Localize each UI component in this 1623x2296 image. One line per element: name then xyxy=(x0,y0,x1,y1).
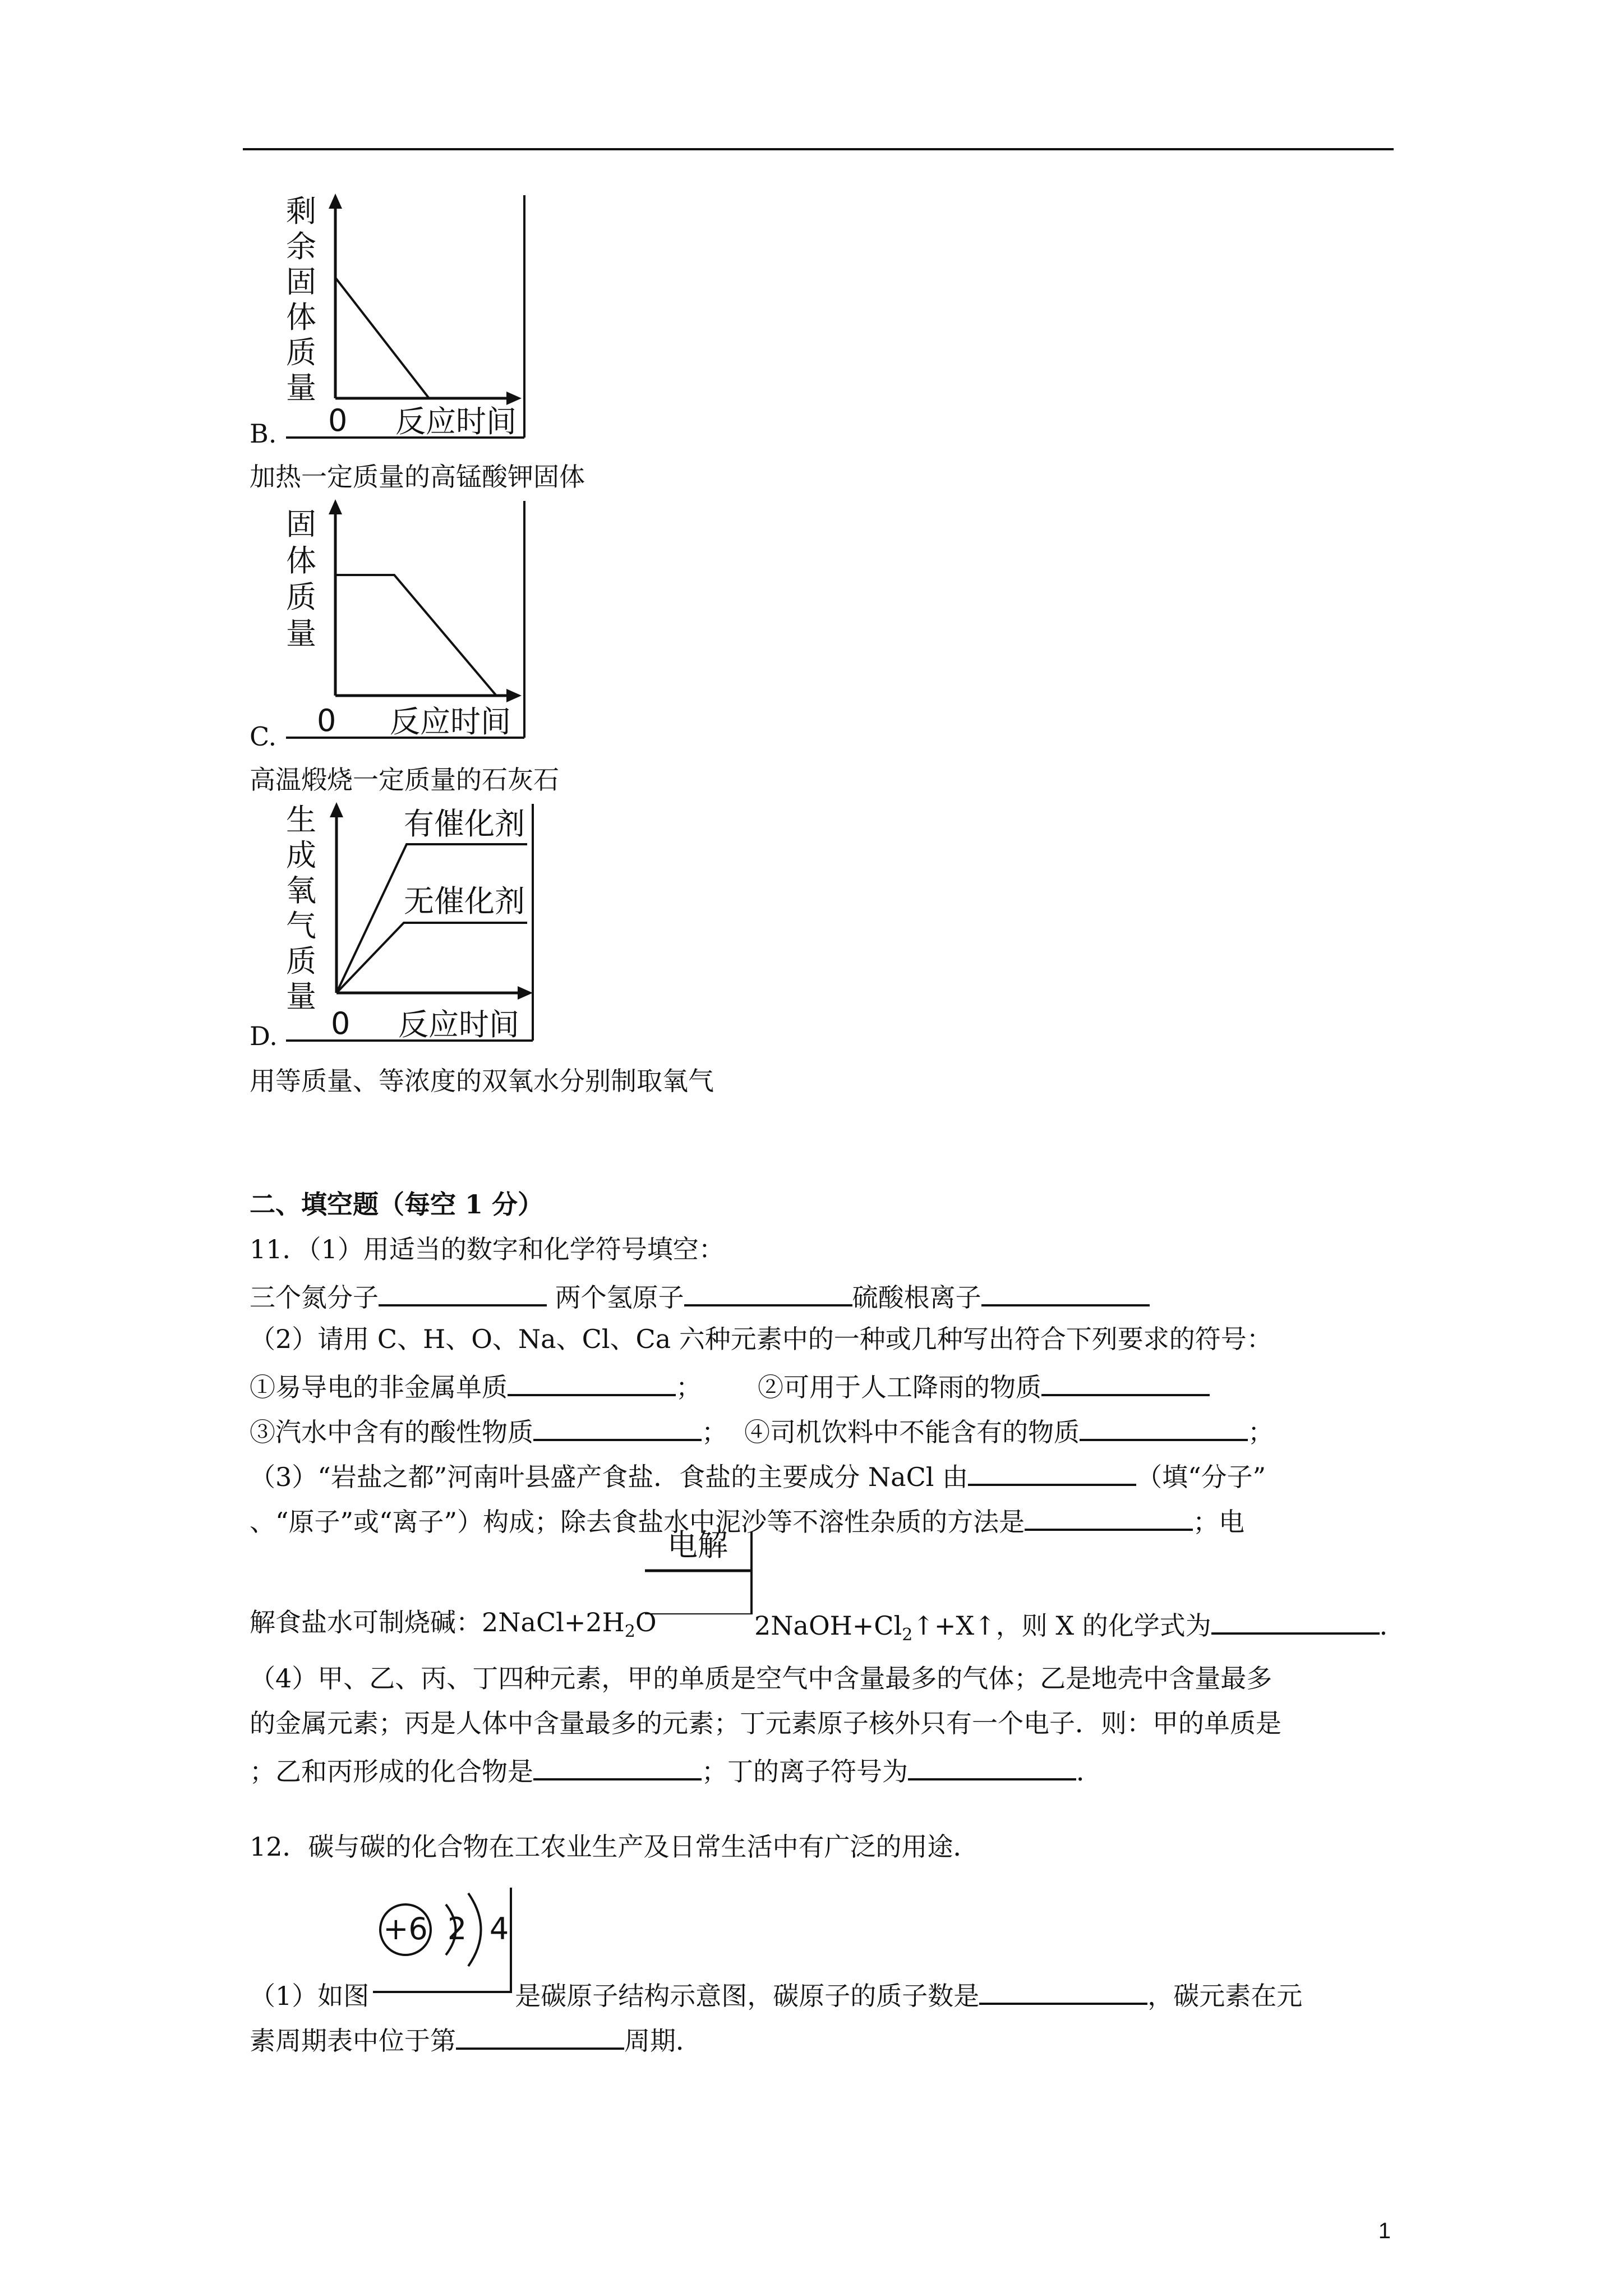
x-axis-arrow xyxy=(506,392,522,405)
x-axis-arrow xyxy=(506,689,522,702)
q11-p2-2: ②可用于人工降雨的物质 xyxy=(758,1372,1041,1402)
y-label-char: 气 xyxy=(286,908,316,944)
q11-p1-b: 两个氢原子 xyxy=(547,1282,684,1313)
answer-blank[interactable] xyxy=(684,1277,852,1306)
y-label-char: 固 xyxy=(286,264,316,300)
answer-blank[interactable] xyxy=(968,1457,1136,1486)
option-d-caption: 用等质量、等浓度的双氧水分别制取氧气 xyxy=(250,1066,714,1096)
option-c-caption: 高温煅烧一定质量的石灰石 xyxy=(250,765,559,795)
header-rule xyxy=(243,148,1394,150)
option-d-label: D. xyxy=(250,1021,278,1051)
electron-shell-2 xyxy=(468,1893,481,1966)
answer-blank[interactable] xyxy=(456,2021,624,2050)
q12-p1-b: 是碳原子结构示意图，碳原子的质子数是 xyxy=(515,1981,980,2011)
answer-blank[interactable] xyxy=(1041,1367,1210,1396)
period: ． xyxy=(1379,1611,1405,1641)
y-label-char: 质 xyxy=(286,944,316,979)
answer-blank[interactable] xyxy=(981,1277,1150,1306)
answer-blank[interactable] xyxy=(979,1976,1147,2005)
origin-label: 0 xyxy=(328,403,348,438)
x-axis-arrow xyxy=(518,986,533,1000)
q11-part4-line2: 的金属元素；丙是人体中含量最多的元素；丁元素原子核外只有一个电子．则：甲的单质是 xyxy=(250,1708,1281,1738)
q11-p3-a: （3）“岩盐之都”河南叶县盛产食盐．食盐的主要成分 NaCl 由 xyxy=(250,1462,969,1492)
q12-part1-line2 xyxy=(250,2021,702,2058)
x-axis-label: 反应时间 xyxy=(395,404,517,439)
q11-part4-line1: （4）甲、乙、丙、丁四种元素，甲的单质是空气中含量最多的气体；乙是地壳中含量最多 xyxy=(250,1663,1272,1694)
q11-p3-e: 解食盐水可制烧碱：2NaCl+2H xyxy=(250,1607,625,1637)
subscript: 2 xyxy=(902,1625,913,1645)
semicolon: ； xyxy=(1248,1417,1274,1447)
figure-b-graph xyxy=(286,191,527,443)
data-line xyxy=(335,575,496,696)
q11-part1-line xyxy=(250,1277,1150,1314)
q11-p3-b: （填“分子” xyxy=(1136,1462,1266,1492)
q12-p1-c: ，碳元素在元 xyxy=(1147,1981,1303,2011)
y-axis-arrow xyxy=(329,499,342,514)
y-axis-arrow xyxy=(330,802,343,817)
y-label-char: 量 xyxy=(286,979,316,1014)
semicolon: ； xyxy=(676,1372,702,1402)
y-label-char: 成 xyxy=(286,838,316,873)
q12-stem: 12．碳与碳的化合物在工农业生产及日常生活中有广泛的用途． xyxy=(250,1832,979,1862)
option-b-label: B. xyxy=(250,418,277,449)
semicolon: ； xyxy=(702,1417,727,1447)
q12-part1-line1 xyxy=(250,1976,1302,2013)
q11-stem: 11．（1）用适当的数字和化学符号填空： xyxy=(250,1234,725,1264)
period: ． xyxy=(1076,1756,1102,1787)
q11-part4-line3 xyxy=(250,1751,1102,1788)
q11-p2-4: ④司机饮料中不能含有的物质 xyxy=(744,1417,1080,1447)
q11-p2-3: ③汽水中含有的酸性物质 xyxy=(250,1417,533,1447)
option-b-caption: 加热一定质量的高锰酸钾固体 xyxy=(250,462,585,492)
electrolysis-label: 电解 xyxy=(667,1527,728,1563)
origin-label: 0 xyxy=(331,1006,351,1041)
subscript: 2 xyxy=(624,1622,635,1642)
q11-p3-g: ↑+X↑，则 X 的化学式为 xyxy=(912,1611,1211,1641)
q11-part3-line1 xyxy=(250,1457,1266,1494)
shell-1-electrons: 2 xyxy=(447,1911,467,1947)
q11-p3-o: O xyxy=(635,1607,657,1637)
y-label-char: 质 xyxy=(286,579,316,615)
answer-blank[interactable] xyxy=(379,1277,547,1306)
y-axis-label xyxy=(286,802,316,1014)
y-label-char: 剩 xyxy=(286,194,316,229)
y-label-char: 余 xyxy=(286,229,316,264)
x-axis-label: 反应时间 xyxy=(390,704,511,739)
answer-blank[interactable] xyxy=(533,1751,702,1780)
answer-blank[interactable] xyxy=(1025,1502,1193,1531)
shell-2-electrons: 4 xyxy=(489,1911,509,1947)
option-c-label: C. xyxy=(250,721,277,752)
y-label-char: 量 xyxy=(286,370,316,406)
q11-part3-equation-right xyxy=(754,1605,1405,1652)
q11-part2-stem: （2）请用 C、H、O、Na、Cl、Ca 六种元素中的一种或几种写出符合下列要求的符号： xyxy=(250,1324,1272,1354)
nucleus-charge: +6 xyxy=(383,1911,428,1947)
answer-blank[interactable] xyxy=(1211,1605,1380,1635)
q11-part2-line2 xyxy=(250,1412,1274,1449)
q11-part3-equation-left xyxy=(250,1605,657,1649)
no-catalyst-label: 无催化剂 xyxy=(404,884,525,919)
q12-p1-a: （1）如图 xyxy=(250,1981,370,2011)
y-label-char: 固 xyxy=(286,507,316,542)
catalyst-label: 有催化剂 xyxy=(404,806,525,841)
q12-p1-d: 素周期表中位于第 xyxy=(250,2026,456,2056)
q11-p3-f: 2NaOH+Cl xyxy=(754,1611,902,1641)
q11-p4-d: ；丁的离子符号为 xyxy=(702,1756,908,1787)
y-label-char: 质 xyxy=(286,335,316,370)
q11-p4-c: ；乙和丙形成的化合物是 xyxy=(250,1756,533,1787)
y-label-char: 氧 xyxy=(286,873,316,908)
answer-blank[interactable] xyxy=(508,1367,676,1396)
y-axis-arrow xyxy=(329,194,342,209)
q11-p2-1: ①易导电的非金属单质 xyxy=(250,1372,508,1402)
x-axis-label: 反应时间 xyxy=(398,1007,519,1042)
figure-c-graph xyxy=(286,496,527,743)
q11-p3-d: ；电 xyxy=(1193,1507,1245,1537)
q11-p1-a: 三个氮分子 xyxy=(250,1282,379,1313)
answer-blank[interactable] xyxy=(1080,1412,1248,1441)
section-title: 二、填空题（每空 1 分） xyxy=(250,1189,544,1220)
figure-d-graph xyxy=(286,799,538,1046)
data-line xyxy=(335,278,429,398)
y-label-char: 生 xyxy=(286,802,316,838)
q12-p1-e: 周期． xyxy=(624,2026,702,2056)
y-label-char: 体 xyxy=(286,300,316,335)
y-axis-label xyxy=(286,194,316,406)
y-label-char: 体 xyxy=(286,543,316,578)
answer-blank[interactable] xyxy=(533,1412,702,1441)
q11-p1-c: 硫酸根离子 xyxy=(852,1282,981,1313)
y-axis-label xyxy=(286,507,316,651)
y-label-char: 量 xyxy=(286,616,316,651)
page-number: 1 xyxy=(1378,2219,1391,2243)
answer-blank[interactable] xyxy=(908,1751,1076,1780)
origin-label: 0 xyxy=(317,703,336,738)
q11-part2-line1 xyxy=(250,1367,1210,1404)
q11-p3-c: 、“原子”或“离子”）构成；除去食盐水中泥沙等不溶性杂质的方法是 xyxy=(250,1507,1025,1537)
